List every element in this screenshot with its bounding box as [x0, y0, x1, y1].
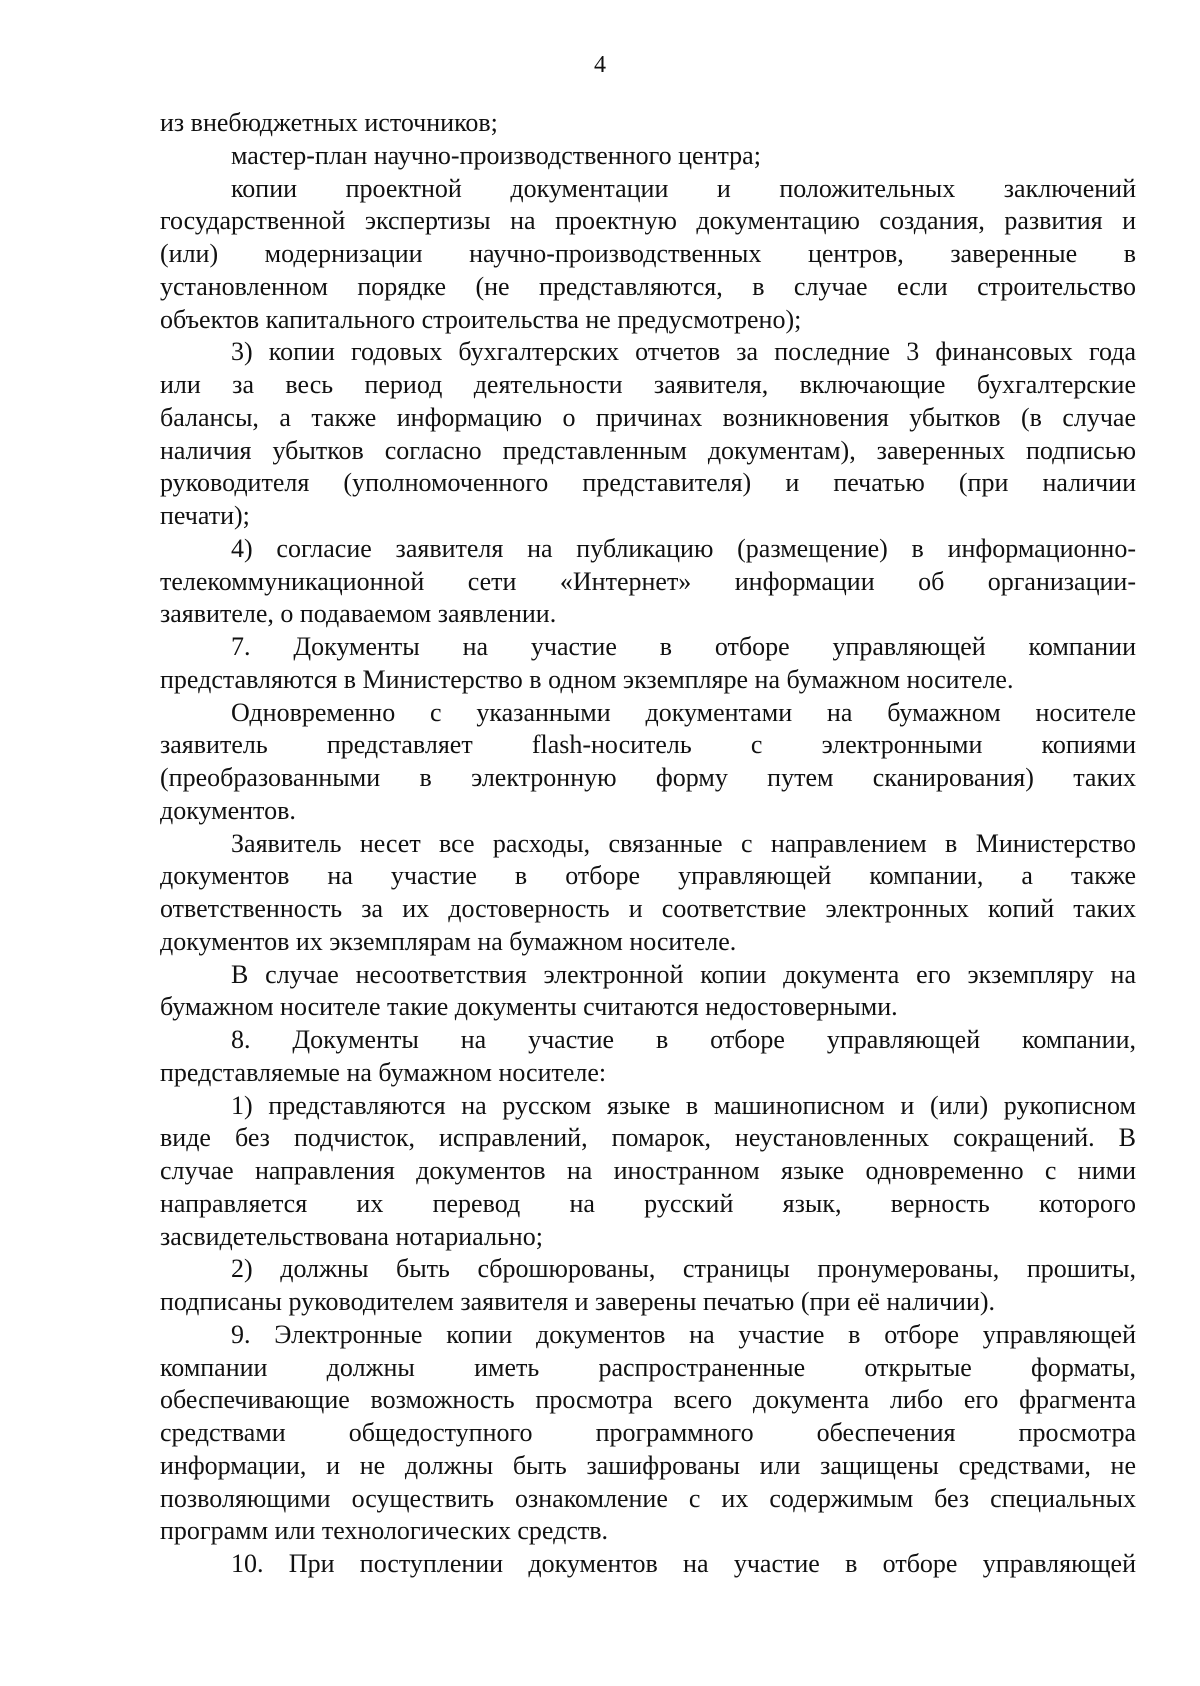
text-line: представляемые на бумажном носителе: [160, 1057, 607, 1087]
text-line: компании должны иметь распространенные открытые форматы, [160, 1352, 1136, 1382]
text-line: информации, и не должны быть зашифрованы или защищены средствами, не [160, 1450, 1136, 1480]
text-line: 3) копии годовых бухгалтерских отчетов за последние 3 финансовых года [231, 337, 1136, 367]
text-line: печати); [160, 501, 250, 530]
text-line: 9. Электронные копии документов на участие в отборе управляющей [231, 1319, 1136, 1349]
text-line: представляются в Министерство в одном экземпляре на бумажном носителе. [160, 664, 1014, 694]
text-line: 8. Документы на участие в отборе управляющей компании, [231, 1025, 1136, 1054]
text-line: направляется их перевод на русский язык, верность которого [160, 1188, 1136, 1218]
text-line: ответственность за их достоверность и соответствие электронных копий таких [160, 894, 1136, 923]
text-line: из внебюджетных источников; [160, 108, 498, 137]
text-line: документов их экземплярам на бумажном носителе. [160, 926, 737, 956]
text-line: обеспечивающие возможность просмотра всего документа либо его фрагмента [160, 1385, 1136, 1415]
text-line: 4) согласие заявителя на публикацию (размещение) в информационно- [231, 533, 1136, 563]
text-line: наличия убытков согласно представленным документам), заверенных подписью [160, 435, 1136, 465]
text-line: заявителе, о подаваемом заявлении. [160, 599, 557, 629]
text-line: бумажном носителе такие документы считаются недостоверными. [160, 992, 898, 1022]
document-body [160, 107, 1136, 1581]
text-line: документов на участие в отборе управляющей компании, а также [160, 861, 1136, 891]
text-line: 1) представляются на русском языке в машинописном и (или) рукописном [231, 1090, 1136, 1120]
text-line: Одновременно с указанными документами на бумажном носителе [231, 697, 1136, 727]
text-line: установленном порядке (не представляются, в случае если строительство [160, 271, 1136, 301]
text-line: документов. [160, 795, 296, 825]
text-line: мастер-план научно-производственного центра; [231, 140, 761, 170]
text-line: 10. При поступлении документов на участие в отборе управляющей [231, 1549, 1136, 1578]
text-line: руководителя (уполномоченного представителя) и печатью (при наличии [160, 468, 1136, 498]
text-line: средствами общедоступного программного обеспечения просмотра [160, 1418, 1136, 1447]
text-line: позволяющими осуществить ознакомление с их содержимым без специальных [160, 1483, 1136, 1513]
text-line: или за весь период деятельности заявителя, включающие бухгалтерские [160, 370, 1136, 399]
text-line: Заявитель несет все расходы, связанные с направлением в Министерство [231, 828, 1136, 858]
text-line: подписаны руководителем заявителя и заверены печатью (при её наличии). [160, 1287, 996, 1316]
text-line: телекоммуникационной сети «Интернет» информации об организации- [160, 566, 1136, 596]
text-line: виде без подчисток, исправлений, помарок, неустановленных сокращений. В [160, 1123, 1136, 1153]
text-line: балансы, а также информацию о причинах возникновения убытков (в случае [160, 402, 1136, 432]
text-line: программ или технологических средств. [160, 1516, 609, 1546]
text-line: государственной экспертизы на проектную документацию создания, развития и [160, 206, 1136, 236]
text-line: В случае несоответствия электронной копии документа его экземпляру на [231, 959, 1136, 989]
text-line: объектов капитального строительства не предусмотрено); [160, 304, 802, 334]
text-line: 2) должны быть сброшюрованы, страницы пронумерованы, прошиты, [231, 1254, 1136, 1284]
text-line: заявитель представляет flash-носитель с электронными копиями [160, 730, 1136, 760]
text-line: копии проектной документации и положительных заключений [231, 173, 1136, 203]
text-line: 7. Документы на участие в отборе управляющей компании [231, 632, 1136, 661]
text-line: (или) модернизации научно-производственных центров, заверенные в [160, 239, 1136, 268]
page-number: 4 [594, 52, 606, 78]
text-line: (преобразованными в электронную форму путем сканирования) таких [160, 763, 1136, 792]
text-line: засвидетельствована нотариально; [160, 1221, 543, 1251]
text-line: случае направления документов на иностранном языке одновременно с ними [160, 1156, 1136, 1185]
